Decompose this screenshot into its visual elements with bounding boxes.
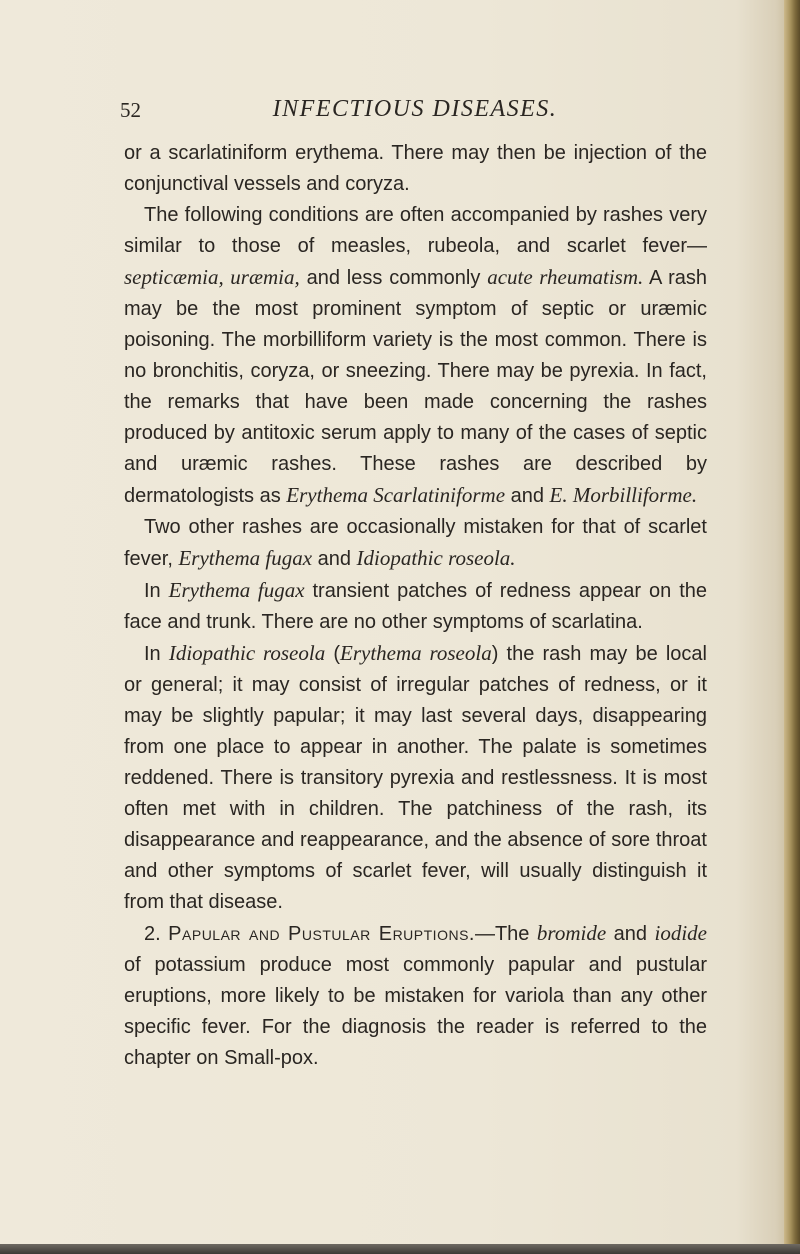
- italic-term: E. Morbilliforme.: [549, 483, 698, 507]
- page-header: [120, 96, 710, 128]
- italic-term: Erythema fugax: [178, 546, 313, 570]
- paragraph: [124, 575, 707, 638]
- italic-term: bromide: [536, 921, 607, 945]
- italic-term: Erythema roseola: [340, 641, 492, 665]
- italic-term: Idiopathic roseola.: [356, 546, 516, 570]
- paragraph-text: transient patches of redness appear on the face and trunk. There are no other symptoms of scarlatina.: [124, 580, 708, 633]
- page-edge: [784, 0, 800, 1254]
- italic-term: acute rheumatism.: [487, 265, 644, 289]
- bottom-rule: [0, 1244, 800, 1254]
- paragraph-text: In: [144, 643, 169, 665]
- paragraph: [124, 638, 707, 918]
- italic-term: iodide: [654, 921, 707, 945]
- paragraph-text: In: [144, 580, 169, 602]
- italic-term: Idiopathic roseola: [168, 641, 326, 665]
- paragraph: [124, 138, 707, 200]
- paragraph-text: and: [505, 485, 550, 507]
- body-text: [124, 138, 707, 1074]
- paragraph-text: —The: [474, 923, 537, 945]
- paragraph-text: ) the rash may be local or general; it may consist of irregular patches of redness, or it may be slightly papular; it may last several days, disappearing from one place to appear in another. The palate is sometimes reddened. There is transitory pyrexia and restlessness. It is most often met with in children. The patchiness of the rash, its disappearance and reappearance, and the absence of sore throat and other symptoms of scarlet fever, will usually distinguish it from that disease.: [124, 643, 707, 913]
- paragraph-text: or a scarlatiniform erythema. There may then be injection of the conjunctival vessels and coryza.: [124, 142, 707, 195]
- paragraph-text: Two other rashes are occasionally mistaken for that of scarlet fever,: [124, 516, 707, 570]
- italic-term: Erythema fugax: [168, 578, 305, 602]
- paragraph: [124, 512, 707, 575]
- paragraph-text: The following conditions are often accompanied by rashes very similar to those of measles, rubeola, and scarlet fever—: [124, 204, 707, 257]
- paragraph-text: 2.: [144, 923, 169, 945]
- paragraph-text: A rash may be the most prominent symptom of septic or uræmic poisoning. The morbilliform variety is the most common. There is no bronchitis, coryza, or sneezing. There may be pyrexia. In fact, the remarks that have been made concerning the rashes produced by antitoxic serum apply to many of the cases of septic and uræmic rashes. These rashes are described by dermatologists as: [124, 267, 708, 507]
- paragraph-text: and: [312, 548, 357, 570]
- italic-term: Erythema Scarlatiniforme: [286, 483, 506, 507]
- section-heading: Papular and Pustular Eruptions.: [168, 923, 475, 945]
- paragraph-text: and: [606, 923, 655, 945]
- paragraph-text: of potassium produce most commonly papular and pustular eruptions, more likely to be mistaken for variola than any other specific fever. For the diagnosis the reader is referred to the chapter on Small-pox.: [124, 954, 707, 1069]
- running-head: INFECTIOUS DISEASES.: [272, 96, 558, 122]
- paragraph: [124, 200, 707, 512]
- paragraph: [124, 918, 707, 1074]
- paragraph-text: (: [325, 643, 341, 665]
- page-number: 52: [120, 98, 141, 122]
- paragraph-text: and less commonly: [299, 267, 488, 289]
- italic-term: septicæmia, uræmia,: [124, 265, 300, 289]
